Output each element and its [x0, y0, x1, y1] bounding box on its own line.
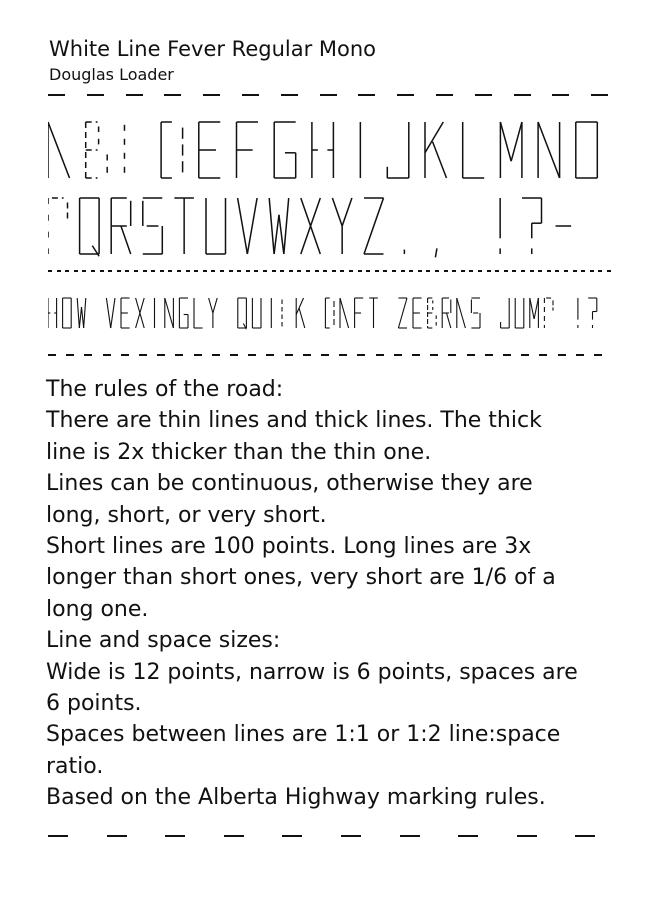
glyph — [463, 122, 485, 178]
glyph — [199, 122, 221, 178]
glyph — [501, 298, 510, 328]
divider-dash — [514, 94, 531, 96]
divider-dash — [418, 270, 422, 272]
divider-dash — [340, 270, 344, 272]
glyph — [238, 298, 247, 329]
glyph — [435, 248, 437, 257]
glyph — [48, 122, 70, 178]
alphabet-specimen-row-2 — [48, 196, 612, 260]
glyph — [355, 298, 364, 328]
divider-dash — [426, 270, 430, 272]
divider-dash — [229, 270, 233, 272]
divider-dash — [435, 270, 439, 272]
divider-dash — [121, 354, 129, 356]
divider-dash — [107, 835, 127, 837]
divider-dash — [125, 270, 129, 272]
glyph — [179, 298, 188, 328]
divider-dash — [607, 270, 611, 272]
divider-dash — [203, 94, 220, 96]
rules-line: The rules of the road: — [46, 377, 284, 402]
rules-line: Spaces between lines are 1:1 or 1:2 line:space ratio. — [46, 722, 561, 779]
divider-dash — [282, 835, 302, 837]
glyph — [500, 122, 522, 178]
divider-dash — [48, 354, 56, 356]
divider-dash — [485, 354, 493, 356]
glyph — [161, 122, 183, 178]
divider-dash — [538, 270, 542, 272]
divider-dash — [323, 270, 327, 272]
rules-line: There are thin lines and thick lines. The thick line is 2x thicker than the thin one. — [46, 408, 542, 465]
divider-dash — [521, 354, 529, 356]
divider-dash — [281, 94, 298, 96]
divider-dash — [91, 270, 95, 272]
glyph — [428, 298, 437, 328]
divider-dash — [475, 94, 492, 96]
divider-dash — [397, 94, 414, 96]
glyph — [369, 298, 378, 328]
divider-dash — [503, 354, 511, 356]
glyph — [174, 198, 194, 254]
divider-dash — [392, 270, 396, 272]
divider-dash — [303, 354, 311, 356]
divider-dash — [448, 354, 456, 356]
divider-dash — [594, 354, 602, 356]
divider-dash — [194, 354, 202, 356]
divider-dash — [495, 270, 499, 272]
divider-dash — [143, 270, 147, 272]
glyph — [544, 298, 553, 328]
rules-line: Lines can be continuous, otherwise they are long, short, or very short. — [46, 471, 533, 528]
divider-dash — [48, 835, 68, 837]
divider-dash — [165, 835, 185, 837]
divider-dash — [375, 270, 379, 272]
divider-dash — [65, 270, 69, 272]
divider-dash — [57, 270, 61, 272]
divider-dash — [461, 270, 465, 272]
glyph — [364, 198, 384, 254]
divider-dash — [517, 835, 537, 837]
divider-dash — [394, 354, 402, 356]
glyph — [63, 298, 72, 328]
divider-dash — [139, 354, 147, 356]
divider-dash — [339, 354, 347, 356]
divider-dash — [539, 354, 547, 356]
divider-dash — [573, 270, 577, 272]
rules-line: Wide is 12 points, narrow is 6 points, spaces are 6 points. — [46, 659, 578, 717]
divider-dash — [100, 270, 104, 272]
divider-dash — [82, 270, 86, 272]
divider-dash — [452, 270, 456, 272]
divider-dash — [263, 270, 267, 272]
glyph — [413, 298, 422, 328]
glyph — [206, 198, 226, 254]
divider-dash — [126, 94, 143, 96]
divider-dash — [151, 270, 155, 272]
divider-dash — [315, 270, 319, 272]
divider-dash — [272, 270, 276, 272]
divider-dash — [504, 270, 508, 272]
divider-dash — [376, 354, 384, 356]
divider-dash — [512, 270, 516, 272]
divider-dash — [203, 270, 207, 272]
glyph — [515, 298, 524, 328]
alphabet-specimen-row-1 — [48, 120, 612, 182]
divider-dash — [552, 94, 569, 96]
divider-dash — [409, 270, 413, 272]
glyph — [588, 298, 597, 328]
divider-dash — [280, 270, 284, 272]
glyph — [86, 122, 108, 178]
divider-dash — [74, 270, 78, 272]
glyph — [522, 198, 542, 254]
dashed-divider-very-short — [48, 270, 612, 273]
glyph — [425, 122, 447, 178]
divider-dash — [436, 94, 453, 96]
divider-dash — [168, 270, 172, 272]
glyph — [340, 298, 349, 328]
divider-dash — [160, 270, 164, 272]
divider-dash — [478, 270, 482, 272]
divider-dash — [400, 835, 420, 837]
divider-dash — [254, 270, 258, 272]
divider-dash — [358, 94, 375, 96]
glyph — [387, 122, 409, 178]
divider-dash — [220, 270, 224, 272]
divider-dash — [366, 270, 370, 272]
rules-line: Short lines are 100 points. Long lines are 3x longer than short ones, very short are 1/6 of a long one. — [46, 534, 556, 622]
divider-dash — [164, 94, 181, 96]
glyph — [442, 298, 451, 328]
divider-dash — [357, 354, 365, 356]
divider-dash — [547, 270, 551, 272]
divider-dash — [358, 270, 362, 272]
divider-dash — [467, 354, 475, 356]
glyph — [209, 298, 218, 328]
divider-dash — [530, 270, 534, 272]
divider-dash — [444, 270, 448, 272]
glyph — [143, 198, 163, 254]
glyph — [136, 298, 145, 328]
divider-dash — [212, 354, 220, 356]
glyph — [471, 298, 480, 328]
divider-dash — [48, 94, 65, 96]
divider-dash — [320, 94, 337, 96]
glyph — [80, 198, 100, 256]
divider-dash — [332, 270, 336, 272]
divider-dash — [321, 354, 329, 356]
alphabet-row-1-glyphs — [48, 120, 612, 182]
dashed-divider-short — [48, 354, 612, 357]
divider-dash — [177, 270, 181, 272]
divider-dash — [487, 270, 491, 272]
glyph — [252, 298, 261, 328]
divider-dash — [430, 354, 438, 356]
glyph — [325, 298, 334, 328]
divider-dash — [383, 270, 387, 272]
divider-dash — [266, 354, 274, 356]
divider-dash — [458, 835, 478, 837]
glyph — [48, 298, 57, 328]
pangram-specimen — [48, 296, 612, 330]
alphabet-row-2-glyphs — [48, 196, 612, 260]
glyph — [48, 198, 68, 254]
divider-dash — [564, 270, 568, 272]
glyph — [106, 298, 115, 328]
divider-dash — [575, 835, 595, 837]
glyph — [121, 298, 130, 328]
divider-dash — [598, 270, 602, 272]
divider-dash — [401, 270, 405, 272]
font-title: White Line Fever Regular Mono — [49, 37, 377, 61]
rules-line: Based on the Alberta Highway marking rules. — [46, 785, 546, 811]
glyph — [165, 298, 174, 328]
divider-dash — [157, 354, 165, 356]
glyph — [274, 122, 296, 178]
dashed-divider-wide — [48, 835, 612, 838]
divider-dash — [469, 270, 473, 272]
glyph — [238, 198, 258, 254]
divider-dash — [555, 270, 559, 272]
divider-dash — [224, 835, 244, 837]
divider-dash — [108, 270, 112, 272]
glyph — [576, 122, 598, 178]
divider-dash — [48, 270, 52, 272]
glyph — [332, 198, 352, 254]
glyph — [194, 298, 203, 328]
glyph — [398, 298, 407, 328]
divider-dash — [230, 354, 238, 356]
divider-dash — [134, 270, 138, 272]
divider-dash — [289, 270, 293, 272]
glyph — [111, 198, 131, 254]
divider-dash — [349, 270, 353, 272]
divider-dash — [117, 270, 121, 272]
divider-dash — [306, 270, 310, 272]
glyph — [296, 298, 305, 328]
divider-dash — [591, 94, 608, 96]
divider-dash — [103, 354, 111, 356]
rules-line: Line and space sizes: — [46, 628, 281, 654]
glyph — [237, 122, 259, 178]
glyph — [457, 298, 466, 328]
divider-dash — [581, 270, 585, 272]
divider-dash — [246, 270, 250, 272]
glyph — [538, 122, 560, 178]
divider-dash — [558, 354, 566, 356]
divider-dash — [194, 270, 198, 272]
divider-dash — [341, 835, 361, 837]
divider-dash — [211, 270, 215, 272]
pangram-glyphs — [48, 296, 612, 330]
glyph — [301, 198, 321, 254]
divider-dash — [87, 94, 104, 96]
divider-dash — [242, 94, 259, 96]
divider-dash — [66, 354, 74, 356]
divider-dash — [590, 270, 594, 272]
dashed-divider-long — [48, 94, 612, 97]
divider-dash — [297, 270, 301, 272]
glyph — [530, 298, 539, 328]
divider-dash — [175, 354, 183, 356]
divider-dash — [521, 270, 525, 272]
divider-dash — [412, 354, 420, 356]
glyph — [77, 298, 86, 328]
divider-dash — [285, 354, 293, 356]
font-author: Douglas Loader — [49, 65, 174, 84]
divider-dash — [576, 354, 584, 356]
divider-dash — [186, 270, 190, 272]
divider-dash — [237, 270, 241, 272]
rules-of-the-road-text — [46, 374, 586, 814]
glyph — [312, 122, 334, 178]
divider-dash — [84, 354, 92, 356]
glyph — [269, 198, 289, 254]
divider-dash — [248, 354, 256, 356]
